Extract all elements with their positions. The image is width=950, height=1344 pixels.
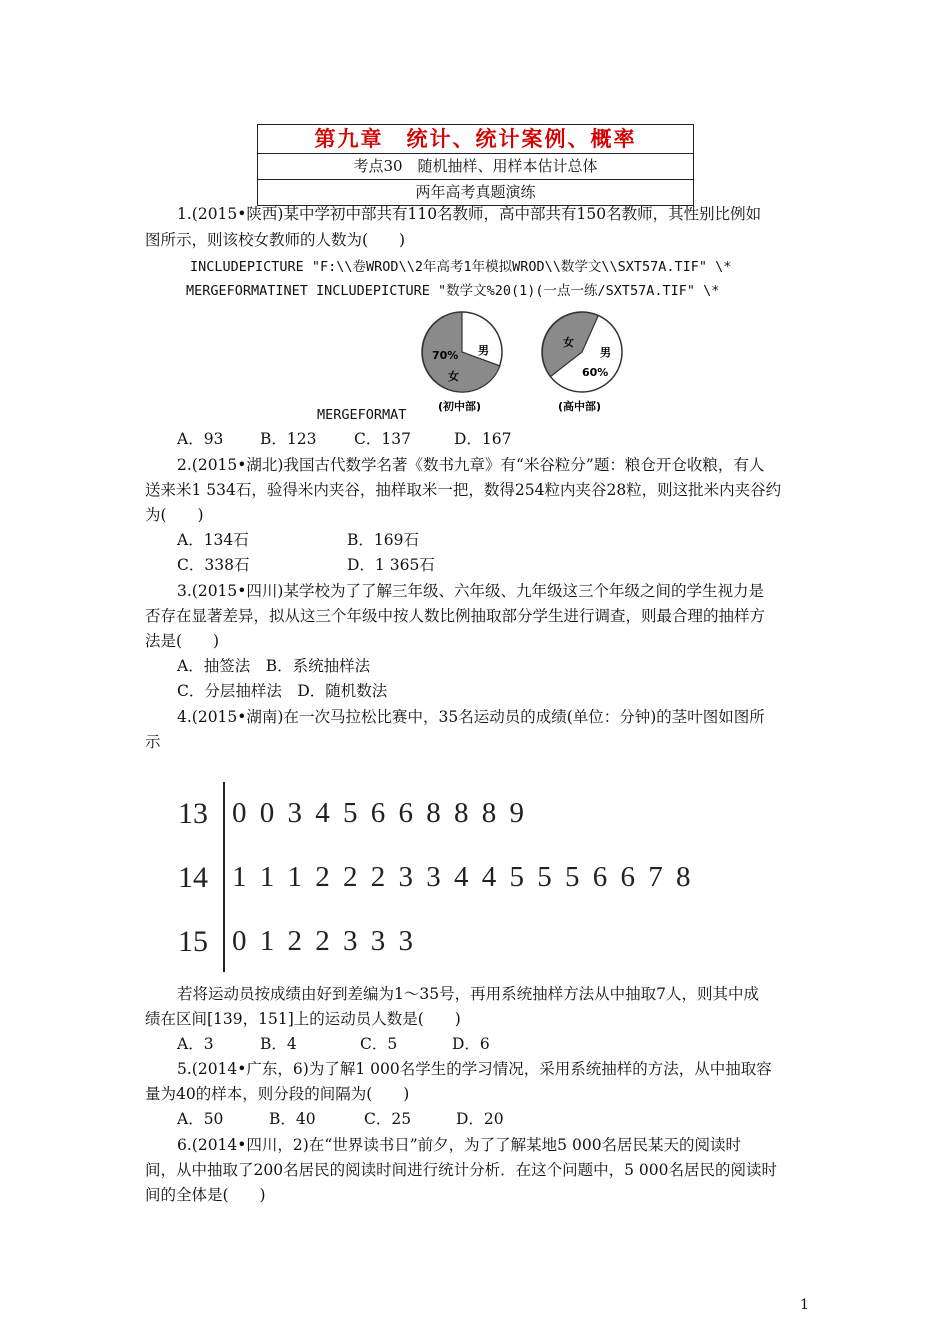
q5-option-d: D．20 [456,1110,504,1128]
q4-line3: 若将运动员按成绩由好到差编为1～35号，再用系统抽样方法从中抽取7人，则其中成 [177,985,759,1003]
q2-options-row2 [177,554,435,576]
q5-option-b: B．40 [269,1110,316,1128]
pie-senior [542,312,622,413]
leaves-14: 1 1 1 2 2 2 3 3 4 4 5 5 5 6 6 7 8 [232,861,691,893]
stem-13: 13 [178,797,208,830]
q1-option-b: B．123 [260,430,317,448]
q6-line3: 间的全体是( ) [145,1186,266,1204]
page-number: 1 [800,1297,809,1313]
q6-line2: 间，从中抽取了200名居民的阅读时间进行统计分析．在这个问题中，5 000名居民的阅读时 [145,1161,777,1179]
pie-junior-male-label: 男 [478,344,489,357]
q2-line2: 送来米1 534石，验得米内夹谷，抽样取米一把，数得254粒内夹谷28粒，则这批米内夹谷约 [145,481,782,499]
q2-line3: 为( ) [145,506,204,524]
q1-line2: 图所示，则该校女教师的人数为( ) [145,231,406,249]
pie-senior-male-label: 男 [600,346,611,359]
q3-line1: 3.(2015•四川)某学校为了了解三年级、六年级、九年级这三个年级之间的学生视力是 [177,582,764,600]
q4-line2: 示 [145,733,161,751]
q4-options [177,1033,490,1055]
q4-option-b: B．4 [260,1035,297,1053]
q2-option-a: A．134石 [177,531,249,549]
pie-junior-caption: (初中部) [438,400,482,413]
q1-include2: MERGEFORMATINET INCLUDEPICTURE "数学文%20(1)(一点一练/SXT57A.TIF" \* [186,283,720,299]
q3-line2: 否存在显著差异，拟从这三个年级中按人数比例抽取部分学生进行调查，则最合理的抽样方 [145,607,766,625]
q5-line1: 5.(2014•广东，6)为了解1 000名学生的学习情况，采用系统抽样的方法，从中抽取容 [177,1060,772,1078]
stem-leaf-divider [223,782,225,972]
q4-line4: 绩在区间[139，151]上的运动员人数是( ) [145,1010,461,1028]
q6-line1: 6.(2014•四川，2)在“世界读书日”前夕，为了了解某地5 000名居民某天的阅读时 [177,1136,742,1154]
q3-line3: 法是( ) [145,632,220,650]
leaves-13: 0 0 3 4 5 6 6 8 8 8 9 [232,797,524,829]
pie-junior-female-label: 女 [448,370,459,383]
q2-option-d: D．1 365石 [347,556,435,574]
q1-line1: 1.(2015•陕西)某中学初中部共有110名教师，高中部共有150名教师，其性别比例如 [177,205,762,223]
q4-line1: 4.(2015•湖南)在一次马拉松比赛中，35名运动员的成绩(单位：分钟)的茎叶图如图所 [177,708,765,726]
pie-senior-caption: (高中部) [558,400,602,413]
pie-charts [410,300,640,420]
q5-options [177,1108,504,1130]
q1-option-c: C．137 [354,430,411,448]
q4-option-a: A．3 [177,1035,214,1053]
pie-junior [422,312,502,413]
q1-include1: INCLUDEPICTURE "F:\\卷WROD\\2年高考1年模拟WROD\\数学文\\SXT57A.TIF" \* [190,259,732,275]
q1-option-d: D．167 [454,430,512,448]
pie-senior-female-label: 女 [563,336,574,349]
q5-option-a: A．50 [177,1110,224,1128]
header-box [257,124,694,206]
leaves-15: 0 1 2 2 3 3 3 [232,925,413,957]
stem-14: 14 [178,861,208,894]
q2-options-row1 [177,529,419,551]
q5-line2: 量为40的样本，则分段的间隔为( ) [145,1085,410,1103]
pie-senior-male-pct: 60% [582,366,609,379]
stem-15: 15 [178,925,208,958]
section-title: 两年高考真题演练 [258,179,693,205]
q4-option-d: D．6 [452,1035,490,1053]
q1-options [177,428,512,450]
q2-option-c: C．338石 [177,556,250,574]
q4-option-c: C．5 [360,1035,398,1053]
pie-junior-female-pct: 70% [432,349,459,362]
q3-options-row1: A．抽签法 B．系统抽样法 [177,657,371,675]
q5-option-c: C．25 [364,1110,412,1128]
q2-option-b: B．169石 [347,531,419,549]
q2-line1: 2.(2015•湖北)我国古代数学名著《数书九章》有“米谷粒分”题：粮仓开仓收粮，有人 [177,456,765,474]
chapter-title: 第九章 统计、统计案例、概率 [314,126,637,151]
q1-option-a: A．93 [177,430,224,448]
q1-merge: MERGEFORMAT [317,407,407,423]
topic-title: 考点30 随机抽样、用样本估计总体 [258,153,693,179]
q3-options-row2: C．分层抽样法 D．随机数法 [177,682,388,700]
